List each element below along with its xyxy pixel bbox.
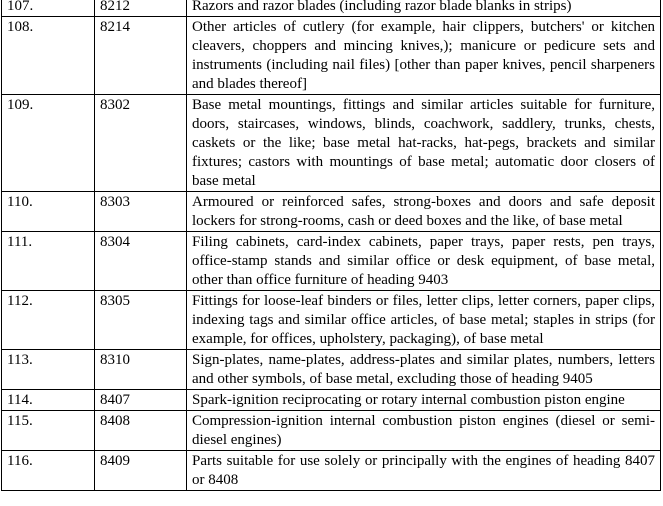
table-row bbox=[2, 350, 661, 390]
table-row bbox=[2, 390, 661, 411]
goods-description: Other articles of cutlery (for example, hair clippers, butchers' or kitchen cleavers, choppers and mincing knives,); manicure or pedicure sets and instruments (including nail files) [other than paper knives, pencil sharpeners and blades thereof] bbox=[187, 17, 661, 95]
table-row bbox=[2, 95, 661, 192]
goods-description: Filing cabinets, card-index cabinets, paper trays, paper rests, pen trays, office-stamp stands and similar office or desk equipment, of base metal, other than office furniture of heading 9403 bbox=[187, 232, 661, 291]
goods-description: Parts suitable for use solely or principally with the engines of heading 8407 or 8408 bbox=[187, 451, 661, 491]
serial-number: 109. bbox=[2, 95, 95, 192]
table-body bbox=[2, 0, 661, 491]
goods-description: Spark-ignition reciprocating or rotary internal combustion piston engine bbox=[187, 390, 661, 411]
heading-code: 8212 bbox=[95, 0, 187, 17]
table-row bbox=[2, 0, 661, 17]
goods-description: Razors and razor blades (including razor blade blanks in strips) bbox=[187, 0, 661, 17]
table-row bbox=[2, 17, 661, 95]
serial-number: 111. bbox=[2, 232, 95, 291]
table-row bbox=[2, 411, 661, 451]
table-row bbox=[2, 291, 661, 350]
heading-code: 8303 bbox=[95, 192, 187, 232]
serial-number: 113. bbox=[2, 350, 95, 390]
serial-number: 115. bbox=[2, 411, 95, 451]
goods-description: Armoured or reinforced safes, strong-boxes and doors and safe deposit lockers for strong-rooms, cash or deed boxes and the like, of base metal bbox=[187, 192, 661, 232]
goods-description: Fittings for loose-leaf binders or files, letter clips, letter corners, paper clips, indexing tags and similar office articles, of base metal; staples in strips (for example, for offices, upholstery, packaging), of base metal bbox=[187, 291, 661, 350]
goods-description: Base metal mountings, fittings and similar articles suitable for furniture, doors, staircases, windows, blinds, coachwork, saddlery, trunks, chests, caskets or the like; base metal hat-racks, hat-pegs, brackets and similar fixtures; castors with mountings of base metal; automatic door closers of base metal bbox=[187, 95, 661, 192]
serial-number: 112. bbox=[2, 291, 95, 350]
serial-number: 114. bbox=[2, 390, 95, 411]
heading-code: 8310 bbox=[95, 350, 187, 390]
heading-code: 8304 bbox=[95, 232, 187, 291]
serial-number: 108. bbox=[2, 17, 95, 95]
heading-code: 8302 bbox=[95, 95, 187, 192]
heading-code: 8214 bbox=[95, 17, 187, 95]
heading-code: 8408 bbox=[95, 411, 187, 451]
goods-description: Sign-plates, name-plates, address-plates and similar plates, numbers, letters and other symbols, of base metal, excluding those of heading 9405 bbox=[187, 350, 661, 390]
table-row bbox=[2, 451, 661, 491]
table-row bbox=[2, 232, 661, 291]
goods-description: Compression-ignition internal combustion piston engines (diesel or semi-diesel engines) bbox=[187, 411, 661, 451]
serial-number: 110. bbox=[2, 192, 95, 232]
heading-code: 8305 bbox=[95, 291, 187, 350]
table-row bbox=[2, 192, 661, 232]
heading-code: 8407 bbox=[95, 390, 187, 411]
serial-number: 107. bbox=[2, 0, 95, 17]
heading-code: 8409 bbox=[95, 451, 187, 491]
serial-number: 116. bbox=[2, 451, 95, 491]
tariff-table bbox=[1, 0, 661, 491]
